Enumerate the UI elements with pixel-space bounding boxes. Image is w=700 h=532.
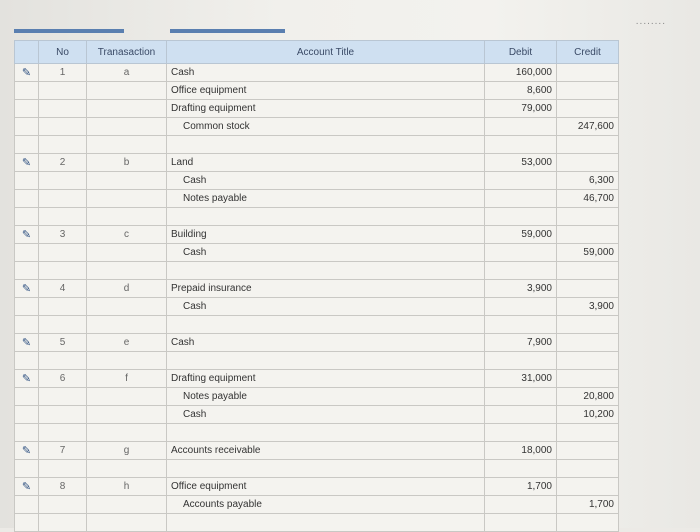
transaction-cell xyxy=(87,118,167,136)
transaction-cell: a xyxy=(87,64,167,82)
header-account-title: Account Title xyxy=(167,41,485,64)
edit-pencil-icon[interactable]: ✎ xyxy=(21,67,32,79)
debit-field[interactable]: 59,000 xyxy=(485,226,557,244)
blank-cell xyxy=(15,514,39,532)
transaction-cell xyxy=(87,406,167,424)
table-row xyxy=(15,172,619,190)
account-title-field[interactable]: Office equipment xyxy=(167,82,485,100)
blank-cell[interactable] xyxy=(167,262,485,280)
entry-number-cell: 4 xyxy=(39,280,87,298)
blank-cell[interactable] xyxy=(167,514,485,532)
transaction-cell xyxy=(87,388,167,406)
edit-pencil-icon[interactable]: ✎ xyxy=(21,157,32,169)
debit-field[interactable]: 18,000 xyxy=(485,442,557,460)
blank-cell[interactable] xyxy=(485,514,557,532)
transaction-cell: c xyxy=(87,226,167,244)
transaction-cell xyxy=(87,100,167,118)
blank-cell xyxy=(39,352,87,370)
blank-cell xyxy=(39,136,87,154)
row-check-cell xyxy=(15,388,39,406)
blank-cell[interactable] xyxy=(167,352,485,370)
transaction-cell: b xyxy=(87,154,167,172)
account-title-field[interactable]: Cash xyxy=(167,244,485,262)
blank-cell[interactable] xyxy=(557,262,619,280)
blank-row xyxy=(15,514,619,532)
table-row xyxy=(15,100,619,118)
account-title-field[interactable]: Drafting equipment xyxy=(167,370,485,388)
transaction-cell xyxy=(87,172,167,190)
table-row xyxy=(15,82,619,100)
row-check-cell xyxy=(15,334,39,352)
credit-field[interactable] xyxy=(557,478,619,496)
row-check-cell xyxy=(15,478,39,496)
account-title-field[interactable]: Notes payable xyxy=(167,388,485,406)
credit-field[interactable]: 1,700 xyxy=(557,496,619,514)
transaction-cell xyxy=(87,298,167,316)
row-check-cell xyxy=(15,280,39,298)
blank-cell xyxy=(87,136,167,154)
table-row xyxy=(15,478,619,496)
blank-cell xyxy=(15,136,39,154)
blank-row xyxy=(15,316,619,334)
journal-entry-table xyxy=(14,40,619,532)
credit-field[interactable] xyxy=(557,100,619,118)
transaction-cell xyxy=(87,244,167,262)
blank-cell[interactable] xyxy=(485,352,557,370)
debit-field[interactable]: 53,000 xyxy=(485,154,557,172)
edit-pencil-icon[interactable]: ✎ xyxy=(21,481,32,493)
entry-number-cell: 1 xyxy=(39,64,87,82)
transaction-cell: g xyxy=(87,442,167,460)
edit-pencil-icon[interactable]: ✎ xyxy=(21,283,32,295)
credit-field[interactable] xyxy=(557,226,619,244)
row-check-cell xyxy=(15,172,39,190)
account-title-field[interactable]: Cash xyxy=(167,172,485,190)
table-row xyxy=(15,370,619,388)
entry-number-cell xyxy=(39,82,87,100)
transaction-cell: d xyxy=(87,280,167,298)
debit-field[interactable]: 79,000 xyxy=(485,100,557,118)
header-debit: Debit xyxy=(485,41,557,64)
edit-pencil-icon[interactable]: ✎ xyxy=(21,337,32,349)
credit-field[interactable] xyxy=(557,154,619,172)
blank-cell[interactable] xyxy=(167,136,485,154)
blank-row xyxy=(15,424,619,442)
table-header-row xyxy=(15,41,619,64)
account-title-field[interactable]: Accounts payable xyxy=(167,496,485,514)
table-row xyxy=(15,388,619,406)
top-progress-bar-left xyxy=(14,29,124,33)
entry-number-cell: 7 xyxy=(39,442,87,460)
table-row xyxy=(15,190,619,208)
blank-row xyxy=(15,352,619,370)
blank-cell xyxy=(39,262,87,280)
debit-field[interactable] xyxy=(485,496,557,514)
blank-cell[interactable] xyxy=(167,316,485,334)
blank-cell xyxy=(87,208,167,226)
credit-field[interactable] xyxy=(557,370,619,388)
entry-number-cell: 3 xyxy=(39,226,87,244)
credit-field[interactable] xyxy=(557,82,619,100)
account-title-field[interactable]: Common stock xyxy=(167,118,485,136)
row-check-cell xyxy=(15,496,39,514)
debit-field[interactable]: 160,000 xyxy=(485,64,557,82)
blank-cell[interactable] xyxy=(557,514,619,532)
more-dots: ........ xyxy=(635,16,666,27)
blank-cell[interactable] xyxy=(485,460,557,478)
blank-cell[interactable] xyxy=(557,460,619,478)
transaction-cell xyxy=(87,496,167,514)
debit-field[interactable] xyxy=(485,172,557,190)
blank-cell xyxy=(15,262,39,280)
credit-field[interactable]: 247,600 xyxy=(557,118,619,136)
row-check-cell xyxy=(15,64,39,82)
debit-field[interactable] xyxy=(485,118,557,136)
row-check-cell xyxy=(15,226,39,244)
debit-field[interactable]: 31,000 xyxy=(485,370,557,388)
credit-field[interactable]: 6,300 xyxy=(557,172,619,190)
blank-cell xyxy=(39,424,87,442)
account-title-field[interactable]: Accounts receivable xyxy=(167,442,485,460)
credit-field[interactable] xyxy=(557,64,619,82)
blank-cell xyxy=(15,460,39,478)
row-check-cell xyxy=(15,370,39,388)
account-title-field[interactable]: Office equipment xyxy=(167,478,485,496)
table-row xyxy=(15,118,619,136)
account-title-field[interactable]: Drafting equipment xyxy=(167,100,485,118)
credit-field[interactable] xyxy=(557,280,619,298)
transaction-cell: h xyxy=(87,478,167,496)
credit-field[interactable]: 46,700 xyxy=(557,190,619,208)
table-row xyxy=(15,154,619,172)
blank-cell[interactable] xyxy=(485,316,557,334)
blank-cell[interactable] xyxy=(485,208,557,226)
table-row xyxy=(15,442,619,460)
row-check-cell xyxy=(15,190,39,208)
transaction-cell: f xyxy=(87,370,167,388)
account-title-field[interactable]: Prepaid insurance xyxy=(167,280,485,298)
blank-cell xyxy=(39,460,87,478)
account-title-field[interactable]: Cash xyxy=(167,64,485,82)
blank-cell xyxy=(87,514,167,532)
transaction-cell xyxy=(87,190,167,208)
row-check-cell xyxy=(15,118,39,136)
account-title-field[interactable]: Land xyxy=(167,154,485,172)
debit-field[interactable] xyxy=(485,298,557,316)
row-check-cell xyxy=(15,154,39,172)
table-row xyxy=(15,334,619,352)
top-progress-bar-right xyxy=(170,29,285,33)
blank-cell[interactable] xyxy=(557,208,619,226)
credit-field[interactable] xyxy=(557,442,619,460)
debit-field[interactable] xyxy=(485,244,557,262)
blank-cell xyxy=(87,424,167,442)
blank-cell[interactable] xyxy=(557,424,619,442)
edit-pencil-icon[interactable]: ✎ xyxy=(21,229,32,241)
header-credit: Credit xyxy=(557,41,619,64)
table-row xyxy=(15,244,619,262)
blank-cell[interactable] xyxy=(485,136,557,154)
row-check-cell xyxy=(15,442,39,460)
blank-cell xyxy=(87,316,167,334)
debit-field[interactable]: 3,900 xyxy=(485,280,557,298)
account-title-field[interactable]: Cash xyxy=(167,406,485,424)
table-row xyxy=(15,64,619,82)
blank-cell[interactable] xyxy=(167,424,485,442)
blank-cell xyxy=(39,316,87,334)
credit-field[interactable] xyxy=(557,334,619,352)
debit-field[interactable] xyxy=(485,388,557,406)
blank-row xyxy=(15,262,619,280)
table-row xyxy=(15,406,619,424)
transaction-cell: e xyxy=(87,334,167,352)
row-check-cell xyxy=(15,406,39,424)
blank-cell xyxy=(15,352,39,370)
entry-number-cell: 2 xyxy=(39,154,87,172)
debit-field[interactable]: 8,600 xyxy=(485,82,557,100)
header-no: No xyxy=(39,41,87,64)
credit-field[interactable]: 59,000 xyxy=(557,244,619,262)
blank-row xyxy=(15,460,619,478)
blank-cell xyxy=(15,316,39,334)
edit-pencil-icon[interactable]: ✎ xyxy=(21,445,32,457)
blank-cell xyxy=(87,262,167,280)
table-row xyxy=(15,280,619,298)
blank-cell[interactable] xyxy=(557,352,619,370)
edit-pencil-icon[interactable]: ✎ xyxy=(21,373,32,385)
blank-cell[interactable] xyxy=(557,316,619,334)
header-check xyxy=(15,41,39,64)
row-check-cell xyxy=(15,100,39,118)
transaction-cell xyxy=(87,82,167,100)
row-check-cell xyxy=(15,298,39,316)
blank-cell[interactable] xyxy=(485,424,557,442)
entry-number-cell xyxy=(39,172,87,190)
blank-row xyxy=(15,208,619,226)
entry-number-cell xyxy=(39,118,87,136)
debit-field[interactable] xyxy=(485,190,557,208)
blank-row xyxy=(15,136,619,154)
credit-field[interactable]: 3,900 xyxy=(557,298,619,316)
blank-cell xyxy=(39,514,87,532)
row-check-cell xyxy=(15,244,39,262)
blank-cell xyxy=(87,460,167,478)
account-title-field[interactable]: Cash xyxy=(167,334,485,352)
blank-cell xyxy=(39,208,87,226)
blank-cell[interactable] xyxy=(167,208,485,226)
account-title-field[interactable]: Cash xyxy=(167,298,485,316)
header-transaction: Tranasaction xyxy=(87,41,167,64)
table-row xyxy=(15,298,619,316)
entry-number-cell xyxy=(39,244,87,262)
entry-number-cell: 8 xyxy=(39,478,87,496)
blank-cell[interactable] xyxy=(485,262,557,280)
account-title-field[interactable]: Notes payable xyxy=(167,190,485,208)
debit-field[interactable] xyxy=(485,406,557,424)
debit-field[interactable]: 7,900 xyxy=(485,334,557,352)
journal-body xyxy=(15,64,619,532)
entry-number-cell xyxy=(39,190,87,208)
entry-number-cell xyxy=(39,298,87,316)
blank-cell[interactable] xyxy=(167,460,485,478)
table-row xyxy=(15,226,619,244)
table-row xyxy=(15,496,619,514)
blank-cell xyxy=(87,352,167,370)
credit-field[interactable]: 20,800 xyxy=(557,388,619,406)
entry-number-cell: 6 xyxy=(39,370,87,388)
entry-number-cell xyxy=(39,406,87,424)
entry-number-cell xyxy=(39,100,87,118)
entry-number-cell: 5 xyxy=(39,334,87,352)
credit-field[interactable]: 10,200 xyxy=(557,406,619,424)
blank-cell[interactable] xyxy=(557,136,619,154)
row-check-cell xyxy=(15,82,39,100)
blank-cell xyxy=(15,208,39,226)
account-title-field[interactable]: Building xyxy=(167,226,485,244)
debit-field[interactable]: 1,700 xyxy=(485,478,557,496)
entry-number-cell xyxy=(39,496,87,514)
blank-cell xyxy=(15,424,39,442)
entry-number-cell xyxy=(39,388,87,406)
